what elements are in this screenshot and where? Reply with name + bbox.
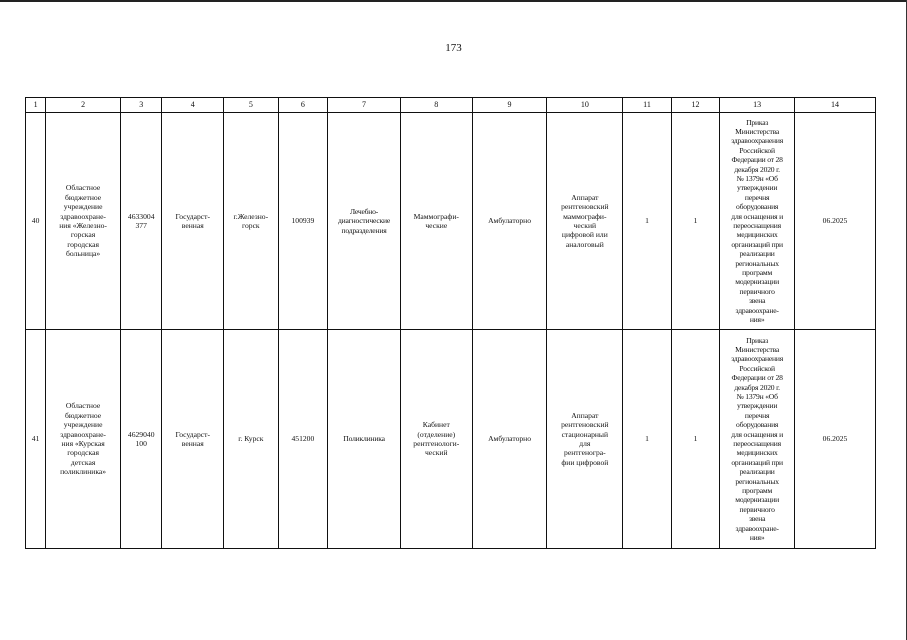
column-header: 5 (224, 98, 279, 113)
column-header: 14 (795, 98, 876, 113)
row-number: 41 (26, 330, 46, 549)
quantity-col-12: 1 (671, 113, 720, 330)
column-header: 11 (623, 98, 672, 113)
equipment-name: Аппарат рентгеновский маммографи- ческий цифровой или аналоговый (547, 113, 623, 330)
care-mode: Амбулаторно (472, 113, 547, 330)
organization-code: 4629040 100 (120, 330, 161, 549)
table-header-row (26, 98, 876, 113)
department: Маммографи- ческие (400, 113, 472, 330)
deadline-date: 06.2025 (795, 330, 876, 549)
postal-code: 451200 (278, 330, 328, 549)
column-header: 8 (400, 98, 472, 113)
department: Кабинет (отделение) рентгенологи- ческий (400, 330, 472, 549)
deadline-date: 06.2025 (795, 113, 876, 330)
organization-name: Областное бюджетное учреждение здравоохране- ния «Железно- горская городская больница» (46, 113, 121, 330)
quantity-col-11: 1 (623, 113, 672, 330)
legal-basis: Приказ Министерства здравоохранения Российской Федерации от 28 декабря 2020 г. № 1379н «Об утверждении перечня оборудования для оснащения и переоснащения медицинских организаций при реализации региональных программ модернизации первичного звена здравоохране- ния» (720, 113, 795, 330)
column-header: 1 (26, 98, 46, 113)
column-header: 7 (328, 98, 401, 113)
column-header: 10 (547, 98, 623, 113)
column-header: 3 (120, 98, 161, 113)
division: Поликлиника (328, 330, 401, 549)
division: Лечебно- диагностические подразделения (328, 113, 401, 330)
equipment-name: Аппарат рентгеновский стационарный для рентгеногра- фии цифровой (547, 330, 623, 549)
equipment-table (25, 97, 876, 549)
postal-code: 100939 (278, 113, 328, 330)
legal-basis: Приказ Министерства здравоохранения Российской Федерации от 28 декабря 2020 г. № 1379н «Об утверждении перечня оборудования для оснащения и переоснащения медицинских организаций при реализации региональных программ модернизации первичного звена здравоохране- ния» (720, 330, 795, 549)
table-row (26, 330, 876, 549)
column-header: 2 (46, 98, 121, 113)
organization-name: Областное бюджетное учреждение здравоохране- ния «Курская городская детская поликлиника» (46, 330, 121, 549)
scan-top-edge (0, 0, 907, 2)
column-header: 6 (278, 98, 328, 113)
care-mode: Амбулаторно (472, 330, 547, 549)
ownership-form: Государст- венная (162, 113, 224, 330)
quantity-col-11: 1 (623, 330, 672, 549)
row-number: 40 (26, 113, 46, 330)
organization-code: 4633004 377 (120, 113, 161, 330)
column-header: 4 (162, 98, 224, 113)
quantity-col-12: 1 (671, 330, 720, 549)
city: г. Курск (224, 330, 279, 549)
city: г.Железно- горск (224, 113, 279, 330)
ownership-form: Государст- венная (162, 330, 224, 549)
column-header: 13 (720, 98, 795, 113)
table-row (26, 113, 876, 330)
page-number: 173 (445, 42, 462, 54)
column-header: 9 (472, 98, 547, 113)
column-header: 12 (671, 98, 720, 113)
